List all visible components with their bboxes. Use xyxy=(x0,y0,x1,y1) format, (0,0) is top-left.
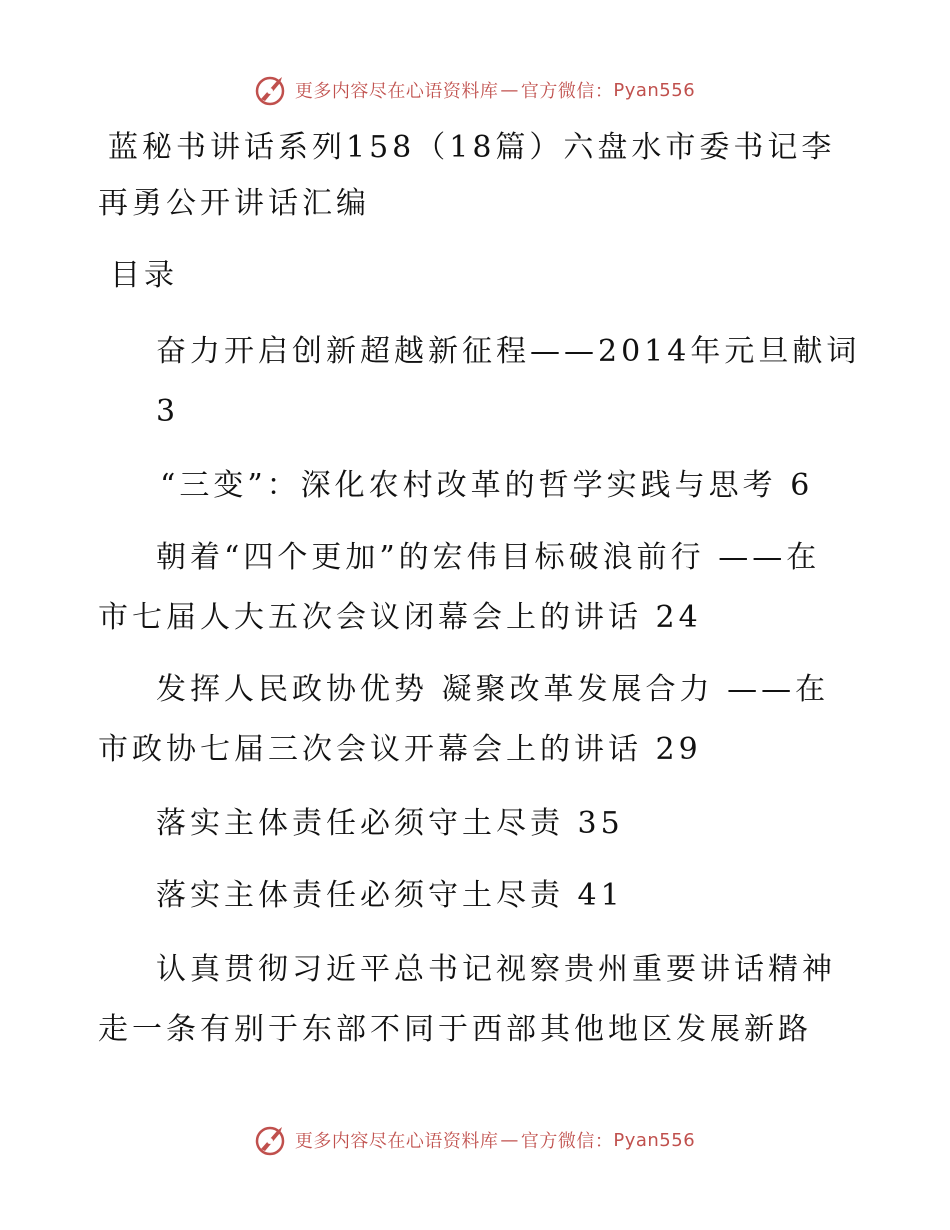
footer-watermark-banner xyxy=(0,1120,950,1160)
banner-suffix-text: 官方微信： xyxy=(520,1131,614,1152)
toc-entry-7-line-1: 认真贯彻习近平总书记视察贵州重要讲话精神 xyxy=(156,952,836,987)
toc-entry-4-line-2: 市政协七届三次会议开幕会上的讲话 29 xyxy=(98,732,702,767)
toc-entry-3-line-2: 市七届人大五次会议闭幕会上的讲话 24 xyxy=(98,600,702,635)
banner-dash: — xyxy=(500,1129,519,1151)
pen-logo-icon xyxy=(255,1123,289,1157)
banner-main-text: 更多内容尽在心语资料库 xyxy=(294,1131,499,1152)
banner-main-text: 更多内容尽在心语资料库 xyxy=(294,81,499,102)
toc-entry-3-line-1: 朝着“四个更加”的宏伟目标破浪前行 ——在 xyxy=(156,540,821,575)
banner-wechat-id: Pyan556 xyxy=(613,1129,696,1151)
toc-heading: 目录 xyxy=(110,258,178,293)
toc-entry-4-line-1: 发挥人民政协优势 凝聚改革发展合力 ——在 xyxy=(156,672,830,707)
toc-entry-1-line-2: 3 xyxy=(156,394,180,429)
toc-entry-1-line-1: 奋力开启创新超越新征程——2014年元旦献词 xyxy=(156,334,861,369)
banner-dash: — xyxy=(500,79,519,101)
banner-suffix-text: 官方微信： xyxy=(520,81,614,102)
toc-entry-5: 落实主体责任必须守土尽责 35 xyxy=(156,806,624,841)
toc-entry-2: “三变”：深化农村改革的哲学实践与思考 6 xyxy=(160,468,814,503)
toc-entry-7-line-2: 走一条有别于东部不同于西部其他地区发展新路 xyxy=(98,1012,812,1047)
document-title-line-2: 再勇公开讲话汇编 xyxy=(98,186,370,221)
banner-wechat-id: Pyan556 xyxy=(613,79,696,101)
toc-entry-6: 落实主体责任必须守土尽责 41 xyxy=(156,878,624,913)
document-title-line-1: 蓝秘书讲话系列158（18篇）六盘水市委书记李 xyxy=(108,130,836,165)
